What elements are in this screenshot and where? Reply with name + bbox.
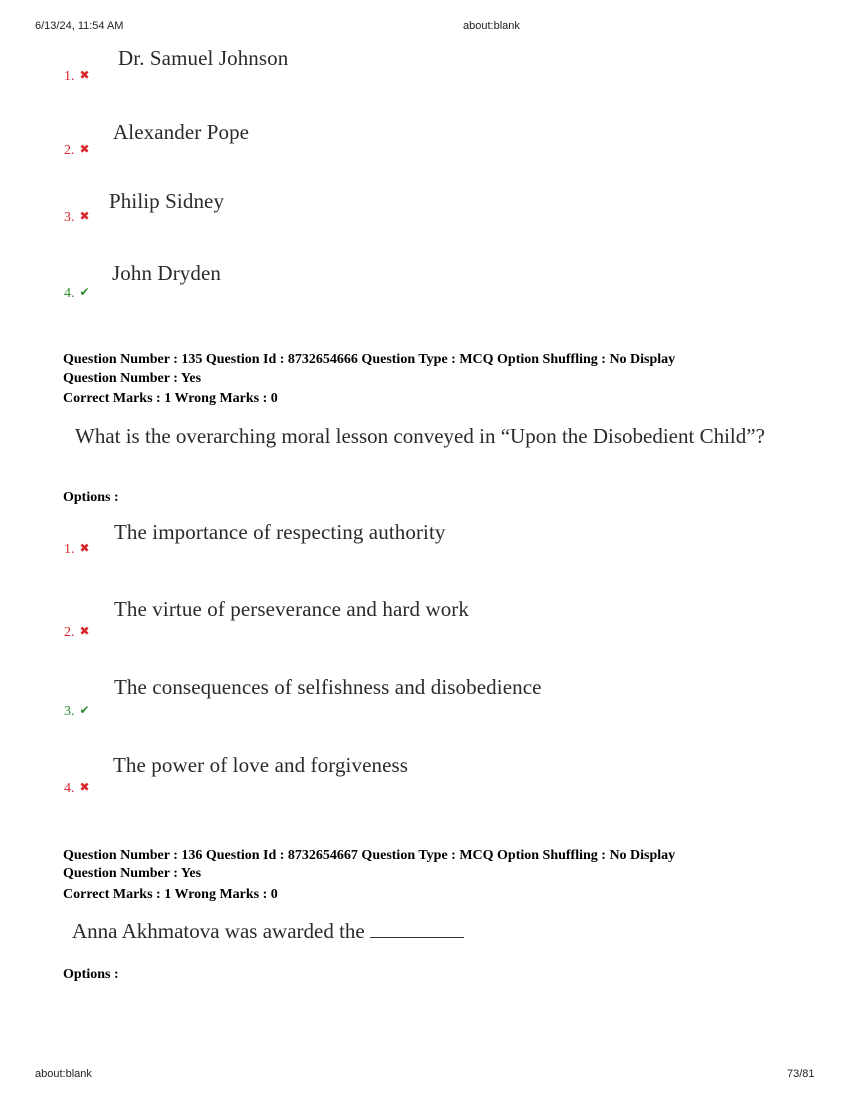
question-meta: Question Number : 136 Question Id : 8732654667 Question Type : MCQ Option Shuffling : No Display <box>63 848 676 863</box>
option-number: 3. ✖ <box>64 209 90 225</box>
question-meta: Question Number : Yes <box>63 866 202 881</box>
cross-icon: ✖ <box>79 209 90 223</box>
option-text: The consequences of selfishness and disobedience <box>114 675 542 699</box>
question-marks: Correct Marks : 1 Wrong Marks : 0 <box>63 391 278 406</box>
cross-icon: ✖ <box>79 624 90 638</box>
option-text: Philip Sidney <box>109 189 225 213</box>
option-number: 4. ✖ <box>64 780 90 796</box>
print-page-number: 73/81 <box>787 1068 815 1080</box>
answer-blank <box>370 921 464 938</box>
option-number: 2. ✖ <box>64 624 90 640</box>
options-label: Options : <box>63 967 119 982</box>
question-meta: Question Number : 135 Question Id : 8732654666 Question Type : MCQ Option Shuffling : No Display <box>63 352 676 367</box>
option-number: 2. ✖ <box>64 142 90 158</box>
cross-icon: ✖ <box>79 68 90 82</box>
option-text: Alexander Pope <box>113 120 250 144</box>
option-text: The power of love and forgiveness <box>113 753 409 777</box>
print-title: about:blank <box>463 20 520 32</box>
print-timestamp: 6/13/24, 11:54 AM <box>35 20 124 32</box>
option-number: 1. ✖ <box>64 68 90 84</box>
question-marks: Correct Marks : 1 Wrong Marks : 0 <box>63 887 278 902</box>
cross-icon: ✖ <box>79 142 90 156</box>
option-number: 3. ✔ <box>64 703 90 719</box>
options-label: Options : <box>63 490 119 505</box>
print-footer-url: about:blank <box>35 1068 92 1080</box>
option-text: The virtue of perseverance and hard work <box>114 597 470 621</box>
question-text: What is the overarching moral lesson conveyed in “Upon the Disobedient Child”? <box>75 424 765 448</box>
question-meta: Question Number : Yes <box>63 371 202 386</box>
option-number: 1. ✖ <box>64 541 90 557</box>
option-text: John Dryden <box>112 261 222 285</box>
cross-icon: ✖ <box>79 780 90 794</box>
check-icon: ✔ <box>79 285 90 299</box>
option-text: Dr. Samuel Johnson <box>118 46 289 70</box>
option-number: 4. ✔ <box>64 285 90 301</box>
check-icon: ✔ <box>79 703 90 717</box>
question-text: Anna Akhmatova was awarded the <box>72 918 464 945</box>
cross-icon: ✖ <box>79 541 90 555</box>
option-text: The importance of respecting authority <box>114 520 446 544</box>
